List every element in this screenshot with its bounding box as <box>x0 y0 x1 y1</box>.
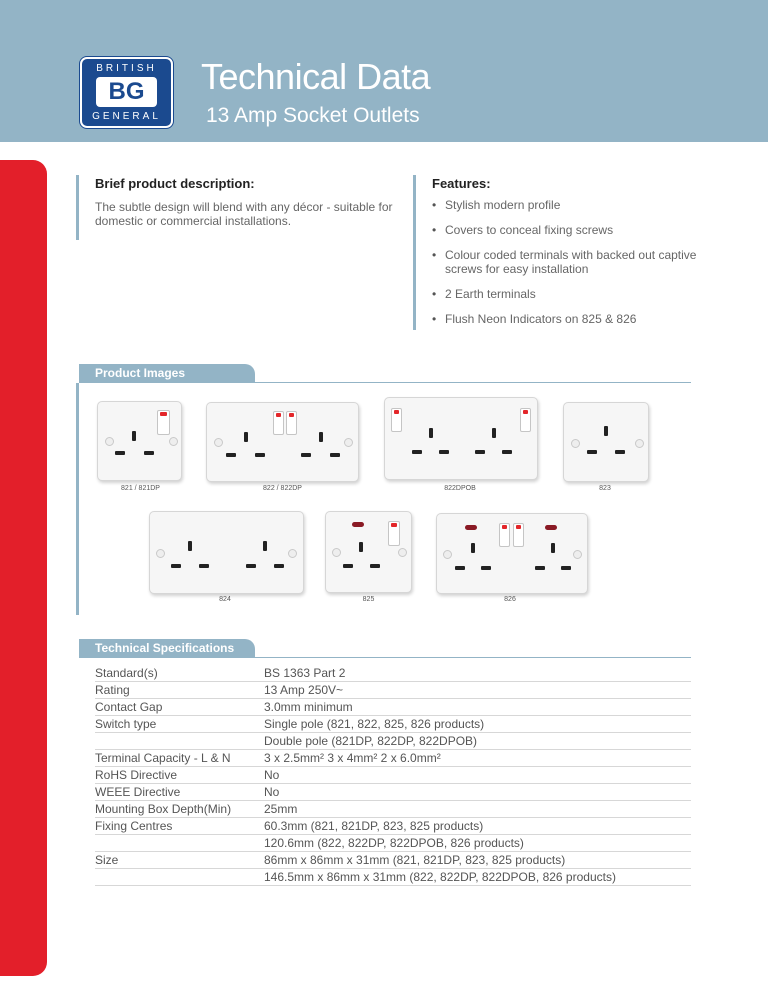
page-title: Technical Data <box>201 56 431 97</box>
feature-item: • Flush Neon Indicators on 825 & 826 <box>432 312 732 326</box>
product-images-heading: Product Images <box>79 364 255 383</box>
table-row <box>95 699 691 716</box>
feature-item: • Stylish modern profile <box>432 198 732 212</box>
table-row <box>95 665 691 682</box>
page-subtitle: 13 Amp Socket Outlets <box>206 104 420 127</box>
caption-826: 826 <box>504 596 516 603</box>
side-accent-bar <box>0 160 47 976</box>
table-row <box>95 767 691 784</box>
socket-image-822 <box>206 402 359 482</box>
logo-top-text: BRITISH <box>96 63 157 74</box>
feature-item: • 2 Earth terminals <box>432 287 732 301</box>
spec-value: BS 1363 Part 2 <box>264 666 346 680</box>
spec-label: Contact Gap <box>95 700 163 714</box>
spec-value: 25mm <box>264 802 298 816</box>
spec-value: 3.0mm minimum <box>264 700 353 714</box>
product-images-rule <box>255 382 691 383</box>
description-text: The subtle design will blend with any décor - suitable for domestic or commercial installations. <box>95 200 393 228</box>
socket-image-826 <box>436 513 588 594</box>
socket-image-823 <box>563 402 649 482</box>
socket-image-822dpob <box>384 397 538 480</box>
spec-value: Double pole (821DP, 822DP, 822DPOB) <box>264 734 478 748</box>
caption-823: 823 <box>599 485 611 492</box>
spec-label: Mounting Box Depth(Min) <box>95 802 232 816</box>
spec-label: WEEE Directive <box>95 785 181 799</box>
spec-value: 60.3mm (821, 821DP, 823, 825 products) <box>264 819 484 833</box>
spec-value: 13 Amp 250V~ <box>264 683 344 697</box>
spec-value: Single pole (821, 822, 825, 826 products) <box>264 717 485 731</box>
technical-specifications-heading: Technical Specifications <box>79 639 255 658</box>
features-list <box>432 198 732 337</box>
product-images-divider <box>76 383 79 615</box>
spec-label: RoHS Directive <box>95 768 178 782</box>
feature-item: • Colour coded terminals with backed out captive screws for easy installation <box>432 248 732 276</box>
spec-value: 86mm x 86mm x 31mm (821, 821DP, 823, 825 products) <box>264 853 566 867</box>
caption-825: 825 <box>362 596 375 603</box>
table-row <box>95 682 691 699</box>
caption-824: 824 <box>219 596 231 603</box>
spec-label: Rating <box>95 683 130 697</box>
caption-822: 822 / 822DP <box>263 485 302 492</box>
description-divider <box>76 175 79 240</box>
description-title: Brief product description: <box>95 176 255 191</box>
spec-value: No <box>264 785 280 799</box>
logo-bottom-text: GENERAL <box>92 111 161 122</box>
caption-821: 821 / 821DP <box>121 485 160 492</box>
spec-label: Size <box>95 853 119 867</box>
logo-middle-text: BG <box>96 77 157 107</box>
feature-item: • Covers to conceal fixing screws <box>432 223 732 237</box>
features-title: Features: <box>432 176 491 191</box>
spec-label: Standard(s) <box>95 666 158 680</box>
specs-rule <box>255 657 691 658</box>
socket-image-821 <box>97 401 182 481</box>
socket-image-825 <box>325 511 412 593</box>
features-divider <box>413 175 416 330</box>
spec-label: Switch type <box>95 717 157 731</box>
spec-value: 146.5mm x 86mm x 31mm (822, 822DP, 822DPOB, 826 products) <box>264 870 616 884</box>
header-band <box>0 0 768 142</box>
spec-value: 120.6mm (822, 822DP, 822DPOB, 826 products) <box>264 836 524 850</box>
spec-label: Terminal Capacity - L & N <box>95 751 231 765</box>
bg-logo <box>80 57 173 128</box>
spec-value: 3 x 2.5mm² 3 x 4mm² 2 x 6.0mm² <box>264 751 441 765</box>
spec-value: No <box>264 768 280 782</box>
spec-label: Fixing Centres <box>95 819 173 833</box>
table-row <box>95 784 691 801</box>
caption-822dpob: 822DPOB <box>444 485 476 492</box>
socket-image-824 <box>149 511 304 594</box>
